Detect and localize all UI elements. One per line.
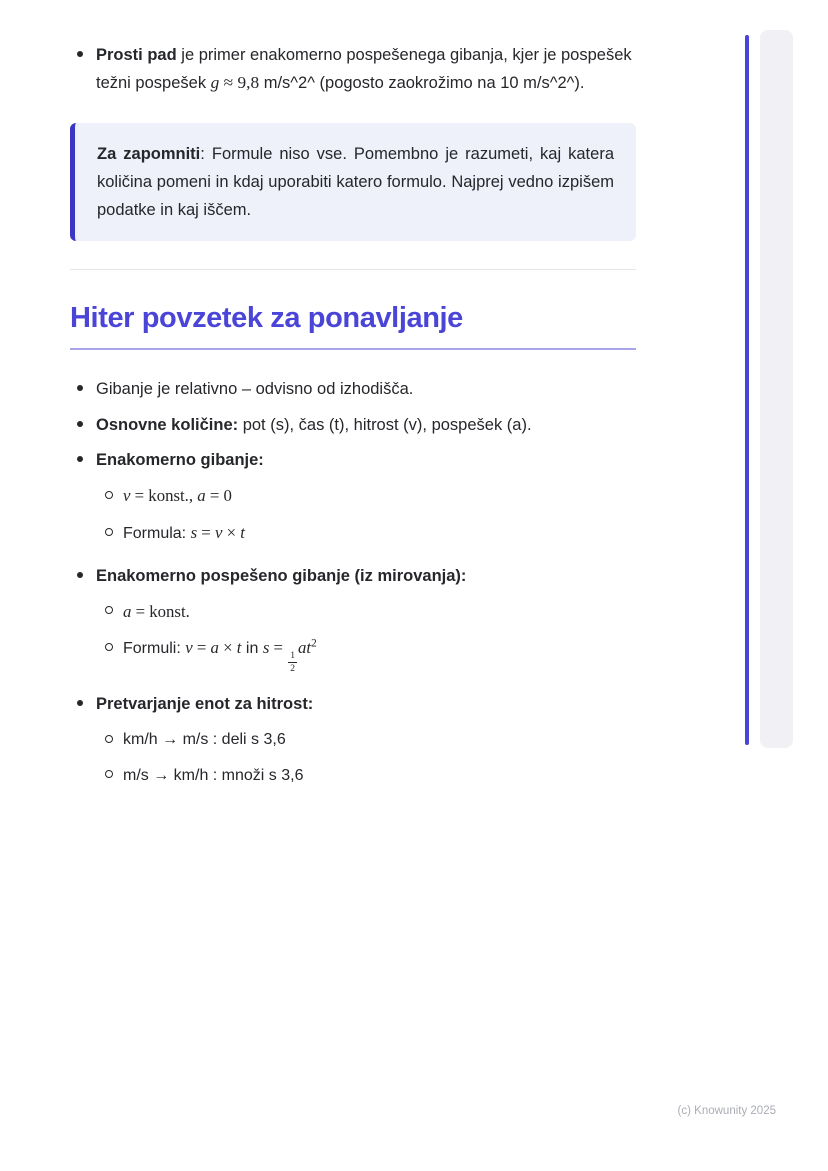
scroll-progress-bar[interactable] bbox=[745, 35, 749, 745]
fraction-one-half bbox=[288, 650, 297, 675]
math-v: v bbox=[185, 638, 193, 658]
formuli-prefix: Formuli: bbox=[123, 640, 186, 658]
unit-conversion-label: Pretvarjanje enot za hitrost: bbox=[96, 695, 314, 714]
list-item-quantities bbox=[96, 412, 636, 439]
content-column bbox=[70, 42, 636, 804]
section-divider bbox=[70, 269, 636, 270]
uniform-motion-sublist bbox=[96, 483, 636, 547]
accelerated-motion-sublist bbox=[96, 599, 636, 676]
kmh-to-ms-text: km/h → m/s : deli s 3,6 bbox=[123, 730, 286, 748]
intro-list bbox=[70, 42, 636, 97]
math-t: t bbox=[236, 638, 242, 658]
list-item-prosti-pad bbox=[96, 42, 636, 97]
scrollbar-track[interactable] bbox=[760, 30, 793, 748]
list-item-accelerated-motion bbox=[96, 563, 636, 675]
sublist-item-ms-to-kmh bbox=[123, 763, 636, 789]
math-s: s bbox=[190, 522, 198, 542]
math-g-variable: g bbox=[210, 72, 220, 92]
intro-text-b: m/s^2^ (pogosto zaokrožimo na 10 m/s^2^). bbox=[259, 73, 585, 92]
accelerated-motion-label: Enakomerno pospešeno gibanje (iz mirovanja): bbox=[96, 566, 467, 585]
math-exponent: 2 bbox=[311, 638, 317, 651]
formula-prefix: Formula: bbox=[123, 524, 191, 542]
ms-to-kmh-text: m/s → km/h : množi s 3,6 bbox=[123, 766, 304, 784]
sublist-item-v-konst bbox=[123, 483, 636, 510]
unit-conversion-sublist bbox=[96, 727, 636, 788]
math-eq-konst: = konst. bbox=[131, 601, 190, 621]
conjunction-text: in bbox=[241, 640, 263, 658]
math-g-value: ≈ 9,8 bbox=[219, 72, 260, 92]
callout-box bbox=[70, 123, 636, 241]
math-times: × bbox=[222, 522, 241, 542]
quantities-label: Osnovne količine: bbox=[96, 415, 239, 434]
fraction-numerator: 1 bbox=[290, 650, 295, 662]
quantities-text: pot (s), čas (t), hitrost (v), pospešek (a). bbox=[238, 415, 532, 434]
copyright-text: (c) Knowunity 2025 bbox=[677, 1105, 776, 1117]
math-a: a bbox=[123, 601, 132, 621]
list-item-relativity bbox=[96, 376, 636, 403]
intro-lead-bold: Prosti pad bbox=[96, 46, 177, 64]
math-a: a bbox=[197, 486, 206, 506]
section-title: Hiter povzetek za ponavljanje bbox=[70, 302, 636, 350]
math-at: at bbox=[298, 638, 312, 658]
math-a: a bbox=[210, 638, 219, 658]
summary-list bbox=[70, 376, 636, 788]
relativity-text: Gibanje je relativno – odvisno od izhodišča. bbox=[96, 379, 414, 398]
math-v: v bbox=[214, 522, 223, 542]
callout-title: Za zapomniti bbox=[97, 144, 201, 163]
sublist-item-formula-svt bbox=[123, 520, 636, 547]
math-equals: = bbox=[197, 522, 215, 542]
sublist-item-kmh-to-ms bbox=[123, 727, 636, 753]
fraction-denominator: 2 bbox=[290, 663, 295, 675]
math-s: s bbox=[262, 638, 270, 658]
sublist-item-formuli bbox=[123, 635, 636, 675]
callout-body: : Formule niso vse. Pomembno je razumeti, kaj katera količina pomeni in kdaj uporabiti katero formulo. Najprej vedno izpišem podatke in kaj iščem. bbox=[97, 144, 614, 219]
math-equals-2: = bbox=[269, 638, 288, 658]
intro-text-a: je primer enakomerno pospešenega gibanja, kjer je pospešek težni pospešek bbox=[96, 46, 632, 92]
math-equals-1: = bbox=[192, 638, 211, 658]
math-v: v bbox=[123, 486, 131, 506]
sublist-item-a-konst bbox=[123, 599, 636, 626]
uniform-motion-label: Enakomerno gibanje: bbox=[96, 451, 264, 470]
math-t: t bbox=[240, 522, 245, 542]
list-item-unit-conversion bbox=[96, 691, 636, 788]
math-eq-zero: = 0 bbox=[205, 486, 232, 506]
math-eq-konst: = konst., bbox=[130, 486, 198, 506]
math-times: × bbox=[218, 638, 237, 658]
list-item-uniform-motion bbox=[96, 447, 636, 546]
